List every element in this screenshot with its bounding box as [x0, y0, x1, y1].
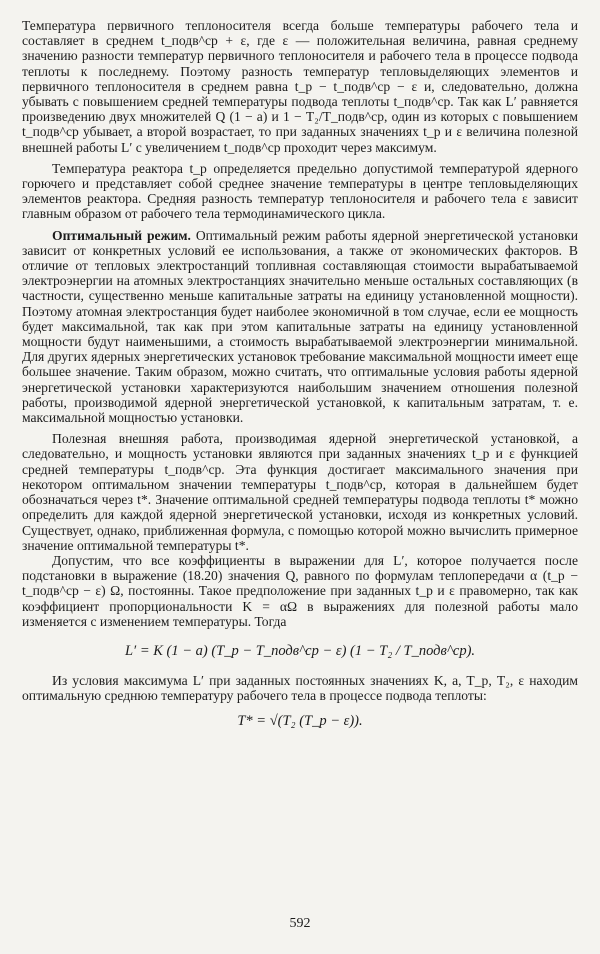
paragraph-1: Температура первичного теплоносителя всегда больше температуры рабочего тела и составляет в среднем t_подв^ср + ε, где ε — положительная величина, равная среднему значению разности температур первичного теплоносителя и рабочего тела в процессе подвода теплоты к последнему. Поэтому разность температур тепловыделяющих элементов и первичного теплоносителя в среднем равна t_р − t_подв^ср − ε и, следовательно, должна убывать с повышением средней температуры подвода теплоты t_подв^ср. Так как L′ равняется произведению двух множителей Q (1 − a) и 1 − T₂/T_подв^ср, один из которых с повышением t_подв^ср убывает, а второй возрастает, то при заданных значениях t_р и ε величина полезной внешней работы L′ с увеличением t_подв^ср проходит через максимум. — [22, 18, 578, 155]
paragraph-5: Допустим, что все коэффициенты в выражении для L′, которое получается после подстановки в выражение (18.20) значения Q, равного по формулам теплопередачи α (t_р − t_подв^ср − ε) Ω, постоянны. Такое предположение при заданных t_р и ε правомерно, так как коэффициент пропорциональности K = αΩ в выражениях для полезной работы мало изменяется с изменением температуры. Тогда — [22, 552, 578, 629]
section-heading: Оптимальный режим. — [52, 227, 191, 243]
formula-optimal-temperature: T* = √(T₂ (T_р − ε)). — [237, 713, 363, 730]
paragraph-4: Полезная внешняя работа, производимая ядерной энергетической установкой, а следовательно, и мощность установки являются при заданных значениях t_р и ε функцией средней температуры t_подв^ср. Эта функция достигает максимального значения при некотором оптимальном значении температуры t_подв^ср, которая в дальнейшем будет обозначаться через t*. Значение оптимальной средней температуры подвода теплоты t* можно определить для каждой ядерной энергетической установки, исходя из конкретных условий. Существует, однако, приближенная формула, с помощью которой можно вычислить примерное значение оптимальной температуры t*. — [22, 431, 578, 553]
paragraph-3-text: Оптимальный режим работы ядерной энергетической установки зависит от конкретных условий ее использования, а также от экономических факторов. В отличие от тепловых электростанций топливная составляющая стоимости вырабатываемой электроэнергии на атомных электростанциях значительно меньше остальных составляющих (в частности, существенно меньше капитальные затраты на единицу установленной мощности). Поэтому атомная электростанция будет наиболее экономичной в том случае, если ее мощность будет максимальной, так как при этом капитальные затраты на единицу установленной мощности будут наименьшими, а стоимость вырабатываемой электроэнергии минимальной. Для других ядерных энергетических установок требование максимальной мощности имеет еще большее значение. Таким образом, можно считать, что оптимальные условия работы ядерной энергетической установки характеризуются наибольшим значением отношения полезной работы, производимой ядерной энергетической установкой, к капитальным затратам, т. е. максимальной мощностью установки. — [22, 227, 578, 426]
paragraph-6: Из условия максимума L′ при заданных постоянных значениях K, a, T_р, T₂, ε находим оптимальную среднюю температуру рабочего тела в процессе подвода теплоты: — [22, 672, 578, 704]
page-number: 592 — [289, 916, 311, 931]
formula-useful-work: L′ = K (1 − a) (T_р − T_подв^ср − ε) (1 − T₂ / T_подв^ср). — [124, 642, 476, 659]
paragraph-2: Температура реактора t_р определяется предельно допустимой температурой ядерного горючего и представляет собой среднее значение температуры в центре тепловыделяющих элементов реактора. Средняя разность температур теплоносителя и рабочего тела ε зависит главным образом от рабочего тела термодинамического цикла. — [22, 160, 578, 222]
paragraph-3 — [22, 228, 578, 426]
